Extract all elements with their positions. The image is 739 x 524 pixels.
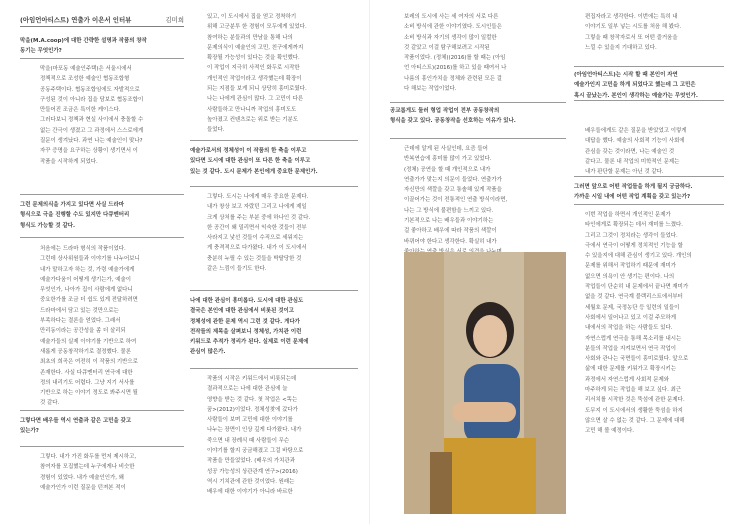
portrait-photo	[404, 252, 566, 514]
divider	[20, 237, 184, 238]
answer-2: 처음에는 드라마 형식의 작품이었다. 그런데 상사위원들과 이야기를 나누어보니 내가 말하고자 하는 것, 가령 예술가에게 예술가다움이 어떻게 생기는가, 예술이 무엇인가, 나아가 집이 사람에게 없다니 중요한가를 조금 더 쉽도 있게 전달하려면 드라마에서 담고 있는 것만으로는 부족하다는 결론을 얻었다. 그래서 만리동이라는 공간성을 좀 더 살리되 예술가들의 실제 이야기를 기반으로 하여 새롭게 공동창작하기로 결정했다. 물론 최초의 희곡은 여전히 이 작품의 기반으로 존재한다. 사실 다큐멘터리 연극에 대한 정의 내리기도 어렵다. 그냥 지기 서사를 기반으로 하는 이야기 정도로 봐주시면 될 것 같다.	[40, 246, 140, 407]
divider	[574, 176, 724, 177]
divider	[190, 140, 358, 141]
divider	[190, 368, 358, 369]
divider	[20, 446, 184, 447]
question-6: 공교롭게도 둘러 형업 작업이 전부 공동창작의 형식을 갖고 있다. 공동창작을 선호하는 이유가 있나.	[390, 108, 516, 125]
answer-3-cont: 있고, 이 도시에서 집을 얻고 정착하기 위해 고군분투 한 경험이 모두에게 있었다. 참여하는 분들과의 만남을 통해 나의 문제의식이 예술인의 고민, 친구에게까지 확장될 가능성이 있다는 것을 확인했다. 이 작업이 지극히 사적인 화두로 시작한 개인적인 작업이라고 생각했는데 확장이 되는 지점들 보게 되니 상당히 흥미로웠다. 나는 나에게 관심이 많다. 그 고민이 다른 사람들하고 만나니까 작업의 흥미도도 높아졌고 컨텐츠로는 위로 받는 기분도 들었다.	[207, 14, 307, 134]
divider	[574, 100, 724, 101]
question-7: (아임언아티스트)는 시작 할 때 본인이 자연 예술가인지 고민을 하게 되었다고 했는데 그 고민은 혹시 끝났는가. 본인이 생각하는 예술가는 무엇인가.	[574, 72, 698, 99]
question-1: 막을(M.A.coop)에 대한 간략한 설명과 작품의 창작 동기는 무엇인가?	[20, 38, 147, 55]
answer-6: 근데에 알게 된 사실인데, 요즘 들어 반복연습에 흥미를 많이 가고 있었다. (정체) 공연을 할 때 개인적으로 내가 연출가가 맞는지 의문이 들었다. 연출가가 자신만의 색깔을 갖고 통솔해 있게 작품을 이끌어가는 것이 전통적인 연출 방식이라면, 나는 그 방식에 불편함을 느끼고 있다. 기본적으로 나는 배우들과 이야기하는 걸 좋아하고 배우에 따라 작품의 색깔이 바뀌어야 한다고 생각한다. 확실히 내가	[404, 146, 508, 245]
divider	[390, 138, 566, 139]
header-author: 김미희	[165, 16, 184, 24]
answer-3: 그렇다. 내가 가진 화두를 먼저 제시하고, 참여자를 모집했는데 누구에게나 비슷한 경험이 있었다. 내가 예술인인가, 왜 예술가인가 이런 질문을 던져본 적이	[40, 454, 137, 491]
question-8: 그러면 앞으로 어떤 작업들을 하게 될지 궁금하다. 가까운 시일 내에 어떤 작업 계획을 갖고 있는가?	[574, 184, 693, 201]
answer-1: 막을(마포동 예술인주택)은 서울시에서 정책적으로 조성한 예술인 협동조합형 공동주택이다. 협동조합임에도 자발적으로 구성된 것이 아니라 집을 담보로 협동조합이 만들어진 조금은 특이한 케이스다. 그러다보니 정책과 현실 사이에서 충돌할 수 없는 간극이 생겼고 그 과정에서 스스로에게 질문이 생겨났다. 과연 나는 예술인이 맞나? 자꾸 증명을 요구하는 상황이 생기면서 이 작품을 시작하게 되었다.	[40, 66, 144, 165]
answer-4: 그렇다. 도시는 나에게 매우 중요한 문제다. 내가 창상 보고 자랐던 그리고 나에게 제일 크게 상처를 주는 부분 중에 하나인 것 같다. 한 공간이 왜 밀리면서 익숙한 것들이 전부 사라지고 낯선 것들이 수직으로 세워지는 게 충격적으로 다가왔다. 내가 이 도시에서 충분히 누릴 수 있는 것들을 박탈당한 것 같은 느낌이 들기도 한다.	[207, 194, 311, 273]
question-4: 예술가로서의 정체성이 이 작품의 한 축을 이루고 있다면 도시에 대한 관심이 또 다른 한 축을 이루고 있는 것 같다. 도시 문제가 본인에게 중요한 문제인가.	[190, 148, 318, 175]
divider	[390, 102, 566, 103]
answer-5-cont: 보레의 도시에 사는 세 여자의 서로 다른 소비 방식에 관한 이야기였다. 도시인들은 소비 방식과 자기의 생각이 많이 일컬한 것 같았고 이걸 탐구해보려고 시작된 작품이었다. (정체)(2016)를 할 때는 (아임 언 아티스트)(2016)를 하고 있을 때여서 나 나름의 흥인가치을 정체와 관련된 모든 걸 다 해보는 작업이었다.	[404, 14, 507, 93]
divider	[20, 410, 184, 411]
divider	[190, 186, 358, 187]
question-3: 그렇다면 배우들 역시 연출과 같은 고민을 갖고 있는가?	[20, 418, 132, 435]
answer-5: 작품의 시작은 키워드에서 비롯되는데 결과적으로는 나에 대한 관심에 늘 영향을 받는 것 같다. 첫 작업은 <똑는 꿈>(2012)이었다. 정체성찾에 갔다가 사람들이 보며 고민에 대한 이야기를 나누는 장면이 인상 깊게 다가왔다. 내가 죽으면 내 장례식 때 사람들이 무슨 이야기를 할지 궁금해졌고 그걸 바탕으로 작품을 만들었었다. (배우의 가치관과 성공 가능성의 상관관계 연구>(2016) 역시 기치관에 관한 것이었다. 원래는 배우에 대한 이야기가 아니라 바르한	[207, 376, 304, 496]
portrait-illustration	[404, 252, 566, 514]
question-2: 그런 문제의식을 가지고 있다면 사실 드라마 형식으로 극을 진행할 수도 있지만 다큐멘터리 형식도 가능할 것 같다.	[20, 202, 130, 229]
answer-8: 이번 작업을 하면서 개인적인 문제가 타인에게로 확장되는 데서 재미를 느꼈다. 그리고 그것이 정치라는 생각이 들었다. 극에서 연극이 어떻게 정치적인 기능을 할 수 있을지에 대해 관심이 생기고 있다. 개인의 문제를 위해서 작업하기 때문에 재미가 없으면 의욕이 안 생기는 편이다. 나의 작업들이 단순히 내 문제에서 끝나면 재미가 없을 것 같다. 연극계 블랙리스트에서부터 세월호 문제, 국정농단 등 일련의 일들이 사회에서 일어나고 있고 이걸 주모하게 내에서의 작업을 하는 사람들도 있다. 자연스럽게 연극을 통해 목소리를 내시는 분들의 작업을 지켜보면서 연극 작업이 사회와 관나는 국면들이 흥미로웠다. 앞으로 삶에 대한 문제를 키워가고 확장시키는 과정에서 자연스럽게 사회적 문제와 마주하게 되는 작업을 해 보고 싶다. 최근 리서치를 시작한 것은 뚝섬에 관한 문제다. 도무지 이 도시에서의 생활한 뚝섬을 하지 않으면 살 수 없는 것 같다. 그 문제에 대해 고민 해 볼 예정이다.	[585, 212, 692, 435]
running-header	[20, 12, 184, 27]
question-5: 나에 대한 관심이 흥미롭다. 도시에 대한 관심도 결국은 본인에 대한 관심에서 비롯된 것이고 정체성에 관한 문제 역시 그런 것 같다. 게다가 전작들의 제목을 살펴보니 정체성, 가치관 이런 키워드로 추적가 정리가 된다. 실제로 이런 문제에 관심이 많은가.	[190, 298, 309, 356]
header-title: (아임언아티스트) 연출가 이은서 인터뷰	[20, 16, 132, 24]
divider	[20, 58, 184, 59]
answer-6-cont: 편집자라고 생각한다. 이번에는 특히 내 이야기도 일부 넣는 시도를 처음 해 봤다. 그렇을 때 창작자로서 또 어떤 즐거움을 느낄 수 있을지 기대하고 있다.	[585, 14, 682, 51]
divider	[20, 194, 184, 195]
divider	[190, 290, 358, 291]
page-gutter	[369, 0, 370, 524]
divider	[574, 204, 724, 205]
divider	[574, 66, 724, 67]
answer-7: 배우들에게도 같은 질문을 받았었고 이렇게 대답을 했다. 예술의 사회적 기능이 사회에 관심을 갖는 것이라면, 나는 예술인 것 같다고. 물론 내 작업의 미학적인 문제는 내가 판단할 문제는 아닌 것 같다.	[585, 128, 687, 176]
